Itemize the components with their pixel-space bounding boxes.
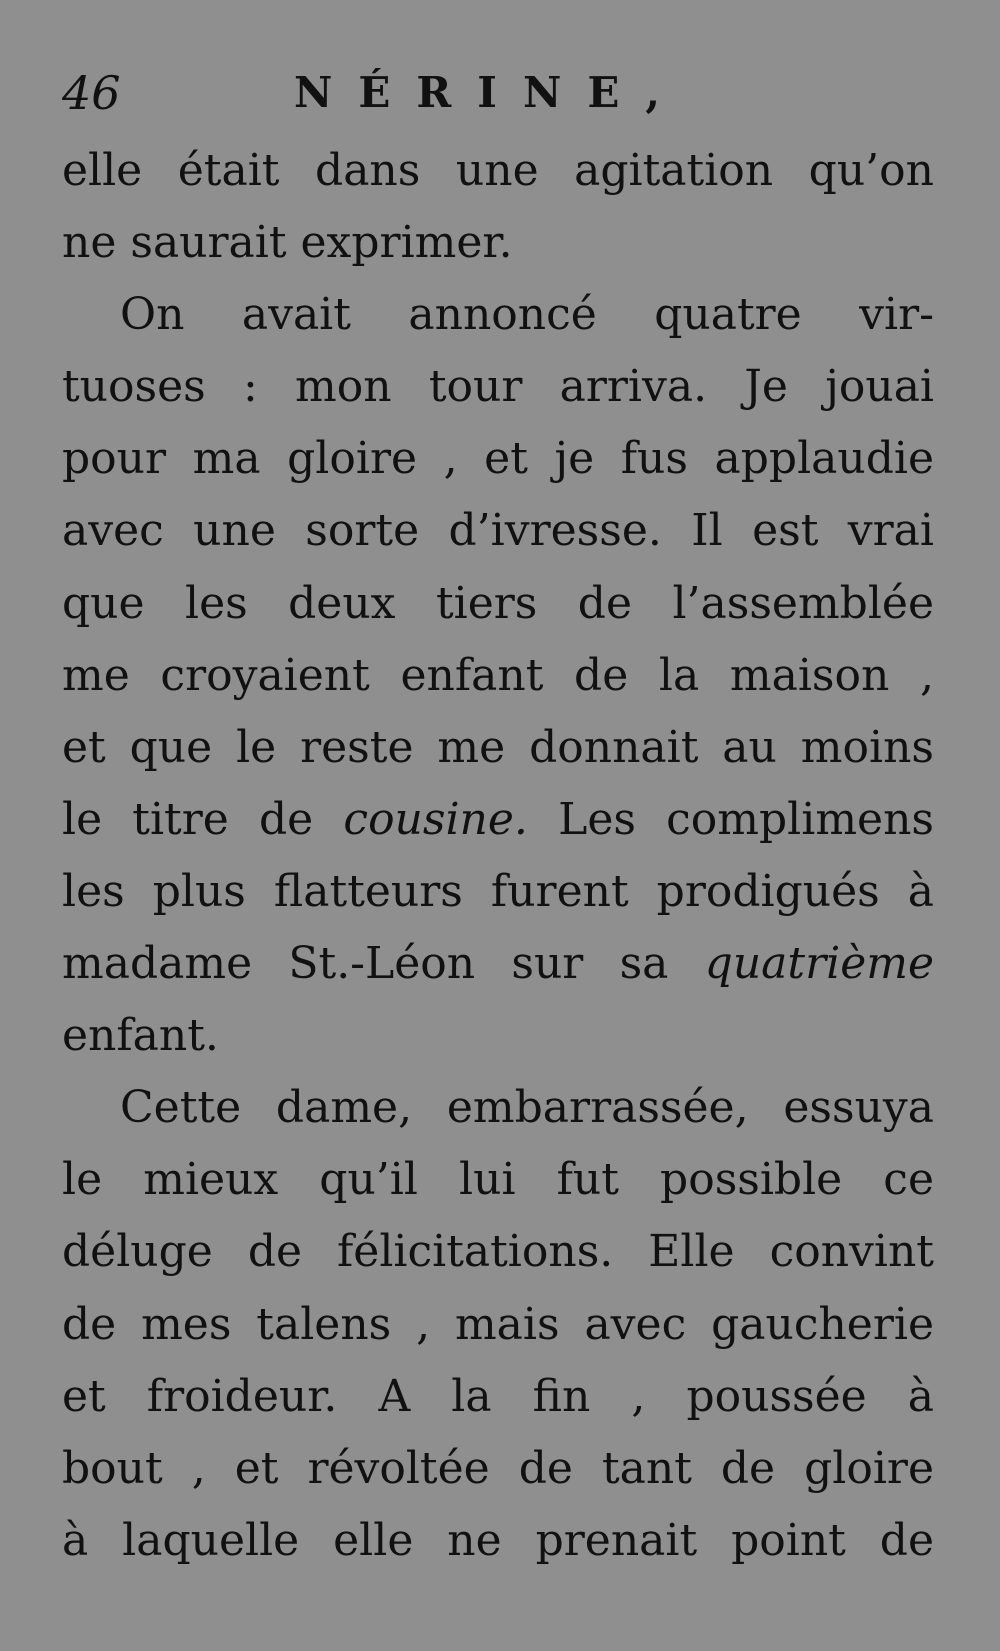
text-line: les plus flatteurs furent prodigués à [62, 865, 934, 917]
running-title: NÉRINE, [294, 68, 686, 117]
text-line: ne saurait exprimer. [62, 217, 513, 269]
paragraph-start-line: Cette dame, embarrassée, essuya [120, 1082, 934, 1134]
page-header [62, 58, 942, 128]
text-line: de mes talens , mais avec gaucherie [62, 1298, 934, 1350]
text-segment: Les complimens [558, 793, 935, 845]
italic-word: cousine. [343, 793, 528, 845]
italic-word: quatrième [704, 938, 934, 990]
text-line: enfant. [62, 1010, 219, 1062]
text-line: elle était dans une agitation qu’on [62, 145, 934, 196]
text-line: et froideur. A la fin , poussée à [62, 1370, 934, 1422]
text-line: bout , et révoltée de tant de gloire [62, 1442, 934, 1494]
text-line: déluge de félicitations. Elle convint [62, 1226, 934, 1278]
text-line: me croyaient enfant de la maison , [62, 649, 934, 701]
paragraph-start-line: On avait annoncé quatre vir- [120, 289, 934, 341]
text-line: avec une sorte d’ivresse. Il est vrai [62, 505, 934, 557]
text-line: et que le reste me donnait au moins [62, 721, 934, 773]
text-line: le mieux qu’il lui fut possible ce [62, 1154, 934, 1206]
text-line [62, 784, 934, 856]
text-line: tuoses : mon tour arriva. Je jouai [62, 361, 934, 413]
page-number: 46 [62, 66, 121, 120]
text-line: que les deux tiers de l’assemblée [62, 577, 934, 629]
text-segment: le titre de [62, 793, 314, 845]
body-text [62, 135, 934, 1577]
text-line: pour ma gloire , et je fus applaudie [62, 433, 934, 485]
text-line [62, 928, 934, 1000]
text-line: à laquelle elle ne prenait point de [62, 1514, 934, 1566]
text-segment: madame St.-Léon sur sa [62, 938, 669, 990]
